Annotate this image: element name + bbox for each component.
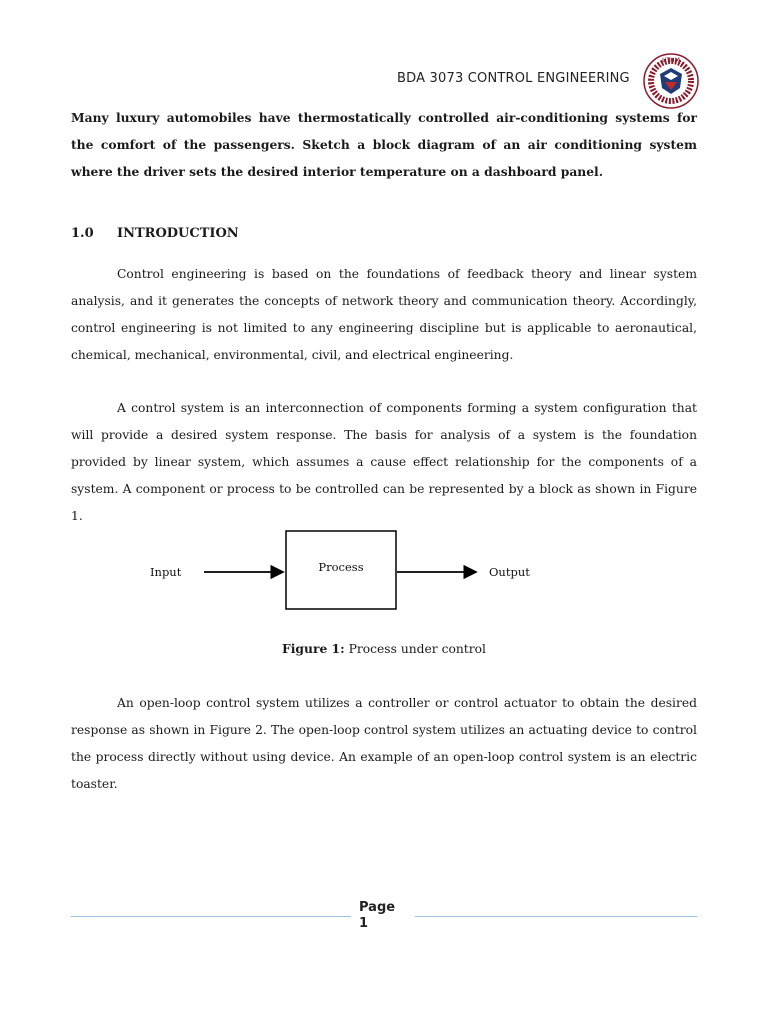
logo-text: UTHM bbox=[662, 57, 680, 64]
page-number-value: 1 bbox=[359, 916, 369, 931]
footer-divider-right bbox=[415, 916, 697, 917]
page-word: Page bbox=[359, 900, 396, 915]
section-number: 1.0 bbox=[71, 226, 94, 241]
section-heading bbox=[71, 226, 239, 241]
figure-1-block-diagram bbox=[140, 525, 560, 615]
process-block-label: Process bbox=[318, 560, 364, 574]
paragraph-3: An open-loop control system utilizes a controller or control actuator to obtain the desired response as shown in Figure 2. The open-loop control system utilizes an actuating device to control the process directly without using device. An example of an open-loop control system is an electric toaster. bbox=[71, 696, 697, 791]
assignment-question: Many luxury automobiles have thermostatically controlled air-conditioning systems for the comfort of the passengers. Sketch a block diagram of an air conditioning system where the driver sets the desired interior temperature on a dashboard panel. bbox=[71, 110, 697, 179]
figure-caption-text: Process under control bbox=[344, 642, 486, 656]
paragraph-2: A control system is an interconnection of components forming a system configuration that will provide a desired system response. The basis for analysis of a system is the foundation provided by linear system, which assumes a cause effect relationship for the components of a system. A component or process to be controlled can be represented by a block as shown in Figure 1. bbox=[71, 401, 697, 523]
figure-caption-label: Figure 1: bbox=[282, 641, 345, 656]
footer-divider-left bbox=[71, 916, 351, 917]
output-label: Output bbox=[489, 565, 530, 579]
input-label: Input bbox=[150, 565, 182, 579]
university-crest-icon bbox=[642, 52, 700, 110]
section-title: INTRODUCTION bbox=[117, 226, 239, 241]
course-title: BDA 3073 CONTROL ENGINEERING bbox=[397, 71, 630, 86]
paragraph-1: Control engineering is based on the foundations of feedback theory and linear system analysis, and it generates the concepts of network theory and communication theory. Accordingly, control engineering is not limited to any engineering discipline but is applicable to aeronautical, chemical, mechanical, environmental, civil, and electrical engineering. bbox=[71, 267, 697, 362]
page-number bbox=[359, 900, 395, 932]
figure-1-caption bbox=[0, 641, 768, 656]
